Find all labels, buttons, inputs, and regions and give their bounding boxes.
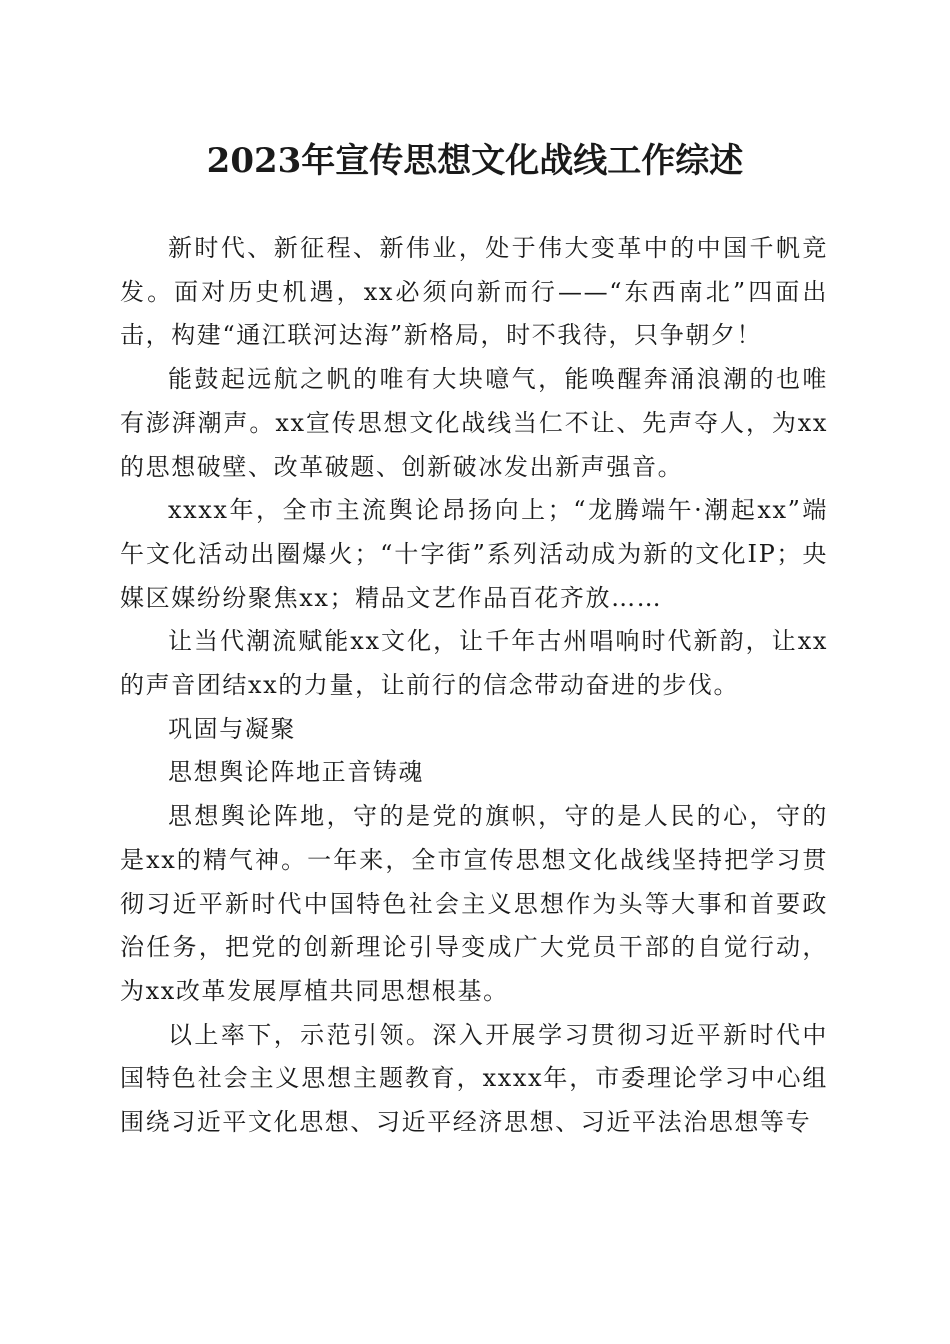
paragraph-ideology: 思想舆论阵地，守的是党的旗帜，守的是人民的心，守的是xx的精气神。一年来，全市宣传思想文化战线坚持把学习贯彻习近平新时代中国特色社会主义思想作为头等大事和首要政治任务，把党的创新理论引导变成广大党员干部的自觉行动，为xx改革发展厚植共同思想根基。 <box>120 802 828 1005</box>
paragraph-highlights: xxxx年，全市主流舆论昂扬向上；“龙腾端午·潮起xx”端午文化活动出圈爆火；“十字街”系列活动成为新的文化IP；央媒区媒纷纷聚焦xx；精品文艺作品百花齐放…… <box>120 496 828 612</box>
paragraph-intro: 新时代、新征程、新伟业，处于伟大变革中的中国千帆竞发。面对历史机遇，xx必须向新而行——“东西南北”四面出击，构建“通江联河达海”新格局，时不我待，只争朝夕！ <box>120 234 828 350</box>
subsection-heading: 思想舆论阵地正音铸魂 <box>168 758 424 787</box>
document-title: 2023年宣传思想文化战线工作综述 <box>206 141 744 181</box>
section-heading: 巩固与凝聚 <box>168 714 296 743</box>
paragraph-leadership: 以上率下，示范引领。深入开展学习贯彻习近平新时代中国特色社会主义思想主题教育，xxxx年，市委理论学习中心组围绕习近平文化思想、习近平经济思想、习近平法治思想等专 <box>120 1020 828 1137</box>
document-body <box>120 227 828 1145</box>
paragraph-empower: 让当代潮流赋能xx文化，让千年古州唱响时代新韵，让xx的声音团结xx的力量，让前行的信念带动奋进的步伐。 <box>120 627 828 700</box>
paragraph-voice: 能鼓起远航之帆的唯有大块噫气，能唤醒奔涌浪潮的也唯有澎湃潮声。xx宣传思想文化战线当仁不让、先声夺人，为xx的思想破壁、改革破题、创新破冰发出新声强音。 <box>120 365 828 481</box>
